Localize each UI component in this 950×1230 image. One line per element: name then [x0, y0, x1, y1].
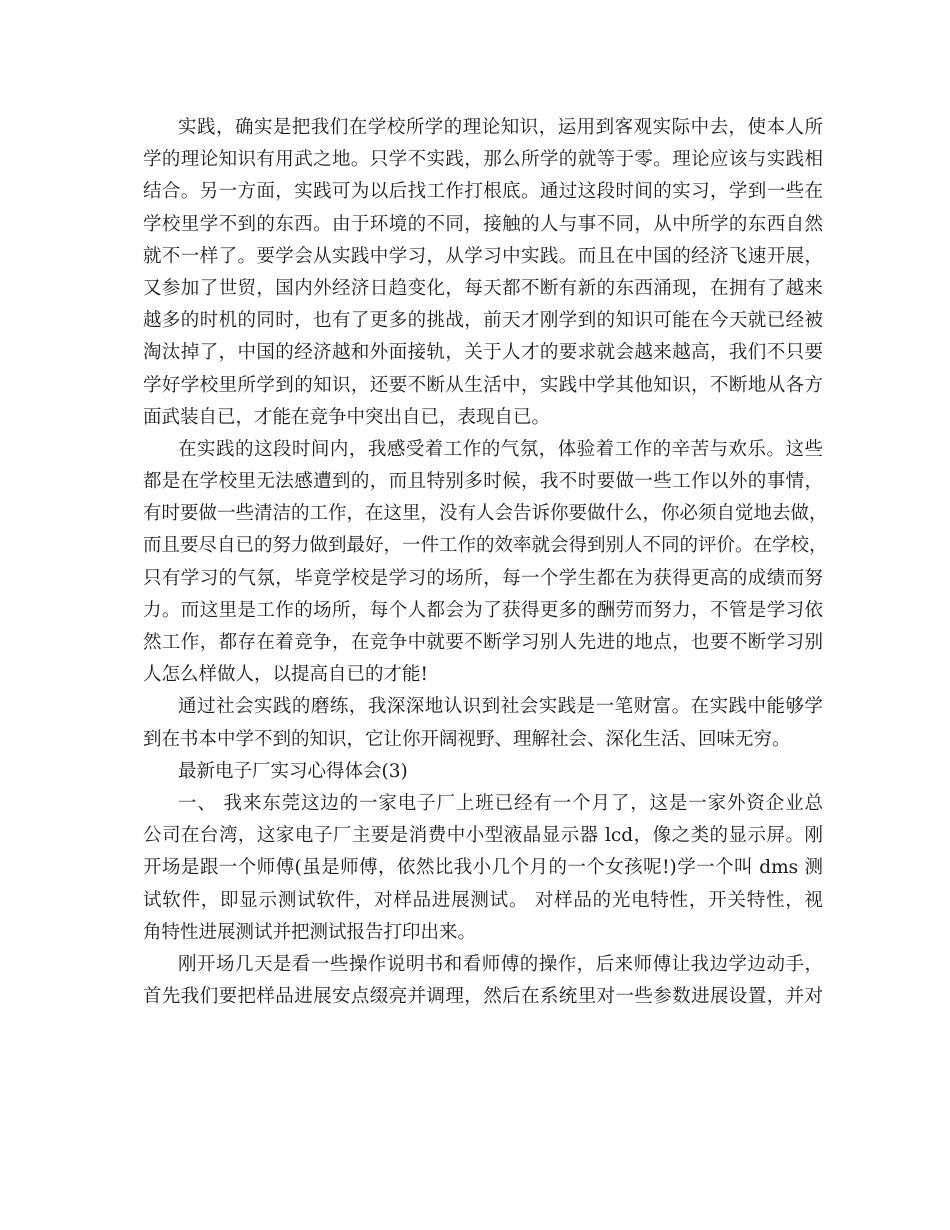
- text-line: 通过社会实践的磨练，我深深地认识到社会实践是一笔财富。在实践中能够学: [178, 696, 823, 718]
- text-line: 公司在台湾，这家电子厂主要是消费中小型液晶显示器 lcd，像之类的显示屏。刚: [143, 825, 823, 847]
- text-line: 只有学习的气氛，毕竟学校是学习的场所，每一个学生都在为获得更高的成绩而努: [143, 567, 823, 589]
- text-line: 学的理论知识有用武之地。只学不实践，那么所学的就等于零。理论应该与实践相: [143, 149, 823, 171]
- text-line: 试软件，即显示测试软件，对样品进展测试。 对样品的光电特性，开关特性，视: [143, 889, 823, 911]
- text-line: 在实践的这段时间内，我感受着工作的气氛，体验着工作的辛苦与欢乐。这些: [178, 438, 823, 460]
- document-body: [143, 112, 828, 1013]
- text-line: 结合。另一方面，实践可为以后找工作打根底。通过这段时间的实习，学到一些在: [143, 181, 823, 203]
- text-line: 有时要做一些清洁的工作，在这里，没有人会告诉你要做什么，你必须自觉地去做，: [143, 503, 828, 525]
- text-line: 首先我们要把样品进展安点缀亮并调理，然后在系统里对一些参数进展设置，并对: [143, 986, 823, 1008]
- text-line: 实践，确实是把我们在学校所学的理论知识，运用到客观实际中去，使本人所: [178, 117, 823, 138]
- text-line: 学校里学不到的东西。由于环境的不同，接触的人与事不同，从中所学的东西自然: [143, 213, 823, 235]
- text-line: 学好学校里所学到的知识，还要不断从生活中，实践中学其他知识，不断地从各方: [143, 374, 823, 396]
- text-line: 刚开场几天是看一些操作说明书和看师傅的操作，后来师傅让我边学边动手，: [178, 953, 823, 975]
- text-line: 开场是跟一个师傅(虽是师傅，依然比我小几个月的一个女孩呢!)学一个叫 dms 测: [143, 857, 823, 879]
- text-line: 就不一样了。要学会从实践中学习，从学习中实践。而且在中国的经济飞速开展，: [143, 245, 823, 267]
- text-line: 角特性进展测试并把测试报告打印出来。: [143, 921, 477, 943]
- text-line: 而且要尽自已的努力做到最好，一件工作的效率就会得到别人不同的评价。在学校，: [143, 535, 828, 557]
- text-line: 到在书本中学不到的知识，它让你开阔视野、理解社会、深化生活、回味无穷。: [143, 728, 791, 750]
- text-line: 越多的时机的同时，也有了更多的挑战，前天才刚学到的知识可能在今天就已经被: [143, 310, 823, 332]
- text-line: 又参加了世贸，国内外经济日趋变化，每天都不断有新的东西涌现，在拥有了越来: [143, 277, 823, 299]
- text-line: 一、 我来东莞这边的一家电子厂上班已经有一个月了，这是一家外资企业总: [178, 792, 823, 814]
- text-line: 人怎么样做人，以提高自已的才能!: [143, 664, 428, 686]
- text-line: 面武装自已，才能在竞争中突出自已，表现自已。: [143, 406, 551, 428]
- text-line: 力。而这里是工作的场所，每个人都会为了获得更多的酬劳而努力，不管是学习依: [143, 599, 823, 621]
- text-line: 淘汰掉了，中国的经济越和外面接轨，关于人才的要求就会越来越高，我们不只要: [143, 342, 823, 364]
- text-line: 最新电子厂实习心得体会(3): [178, 760, 408, 782]
- text-line: 然工作，都存在着竞争，在竞争中就要不断学习别人先进的地点，也要不断学习别: [143, 632, 823, 653]
- text-line: 都是在学校里无法感遭到的，而且特别多时候，我不时要做一些工作以外的事情，: [143, 471, 823, 493]
